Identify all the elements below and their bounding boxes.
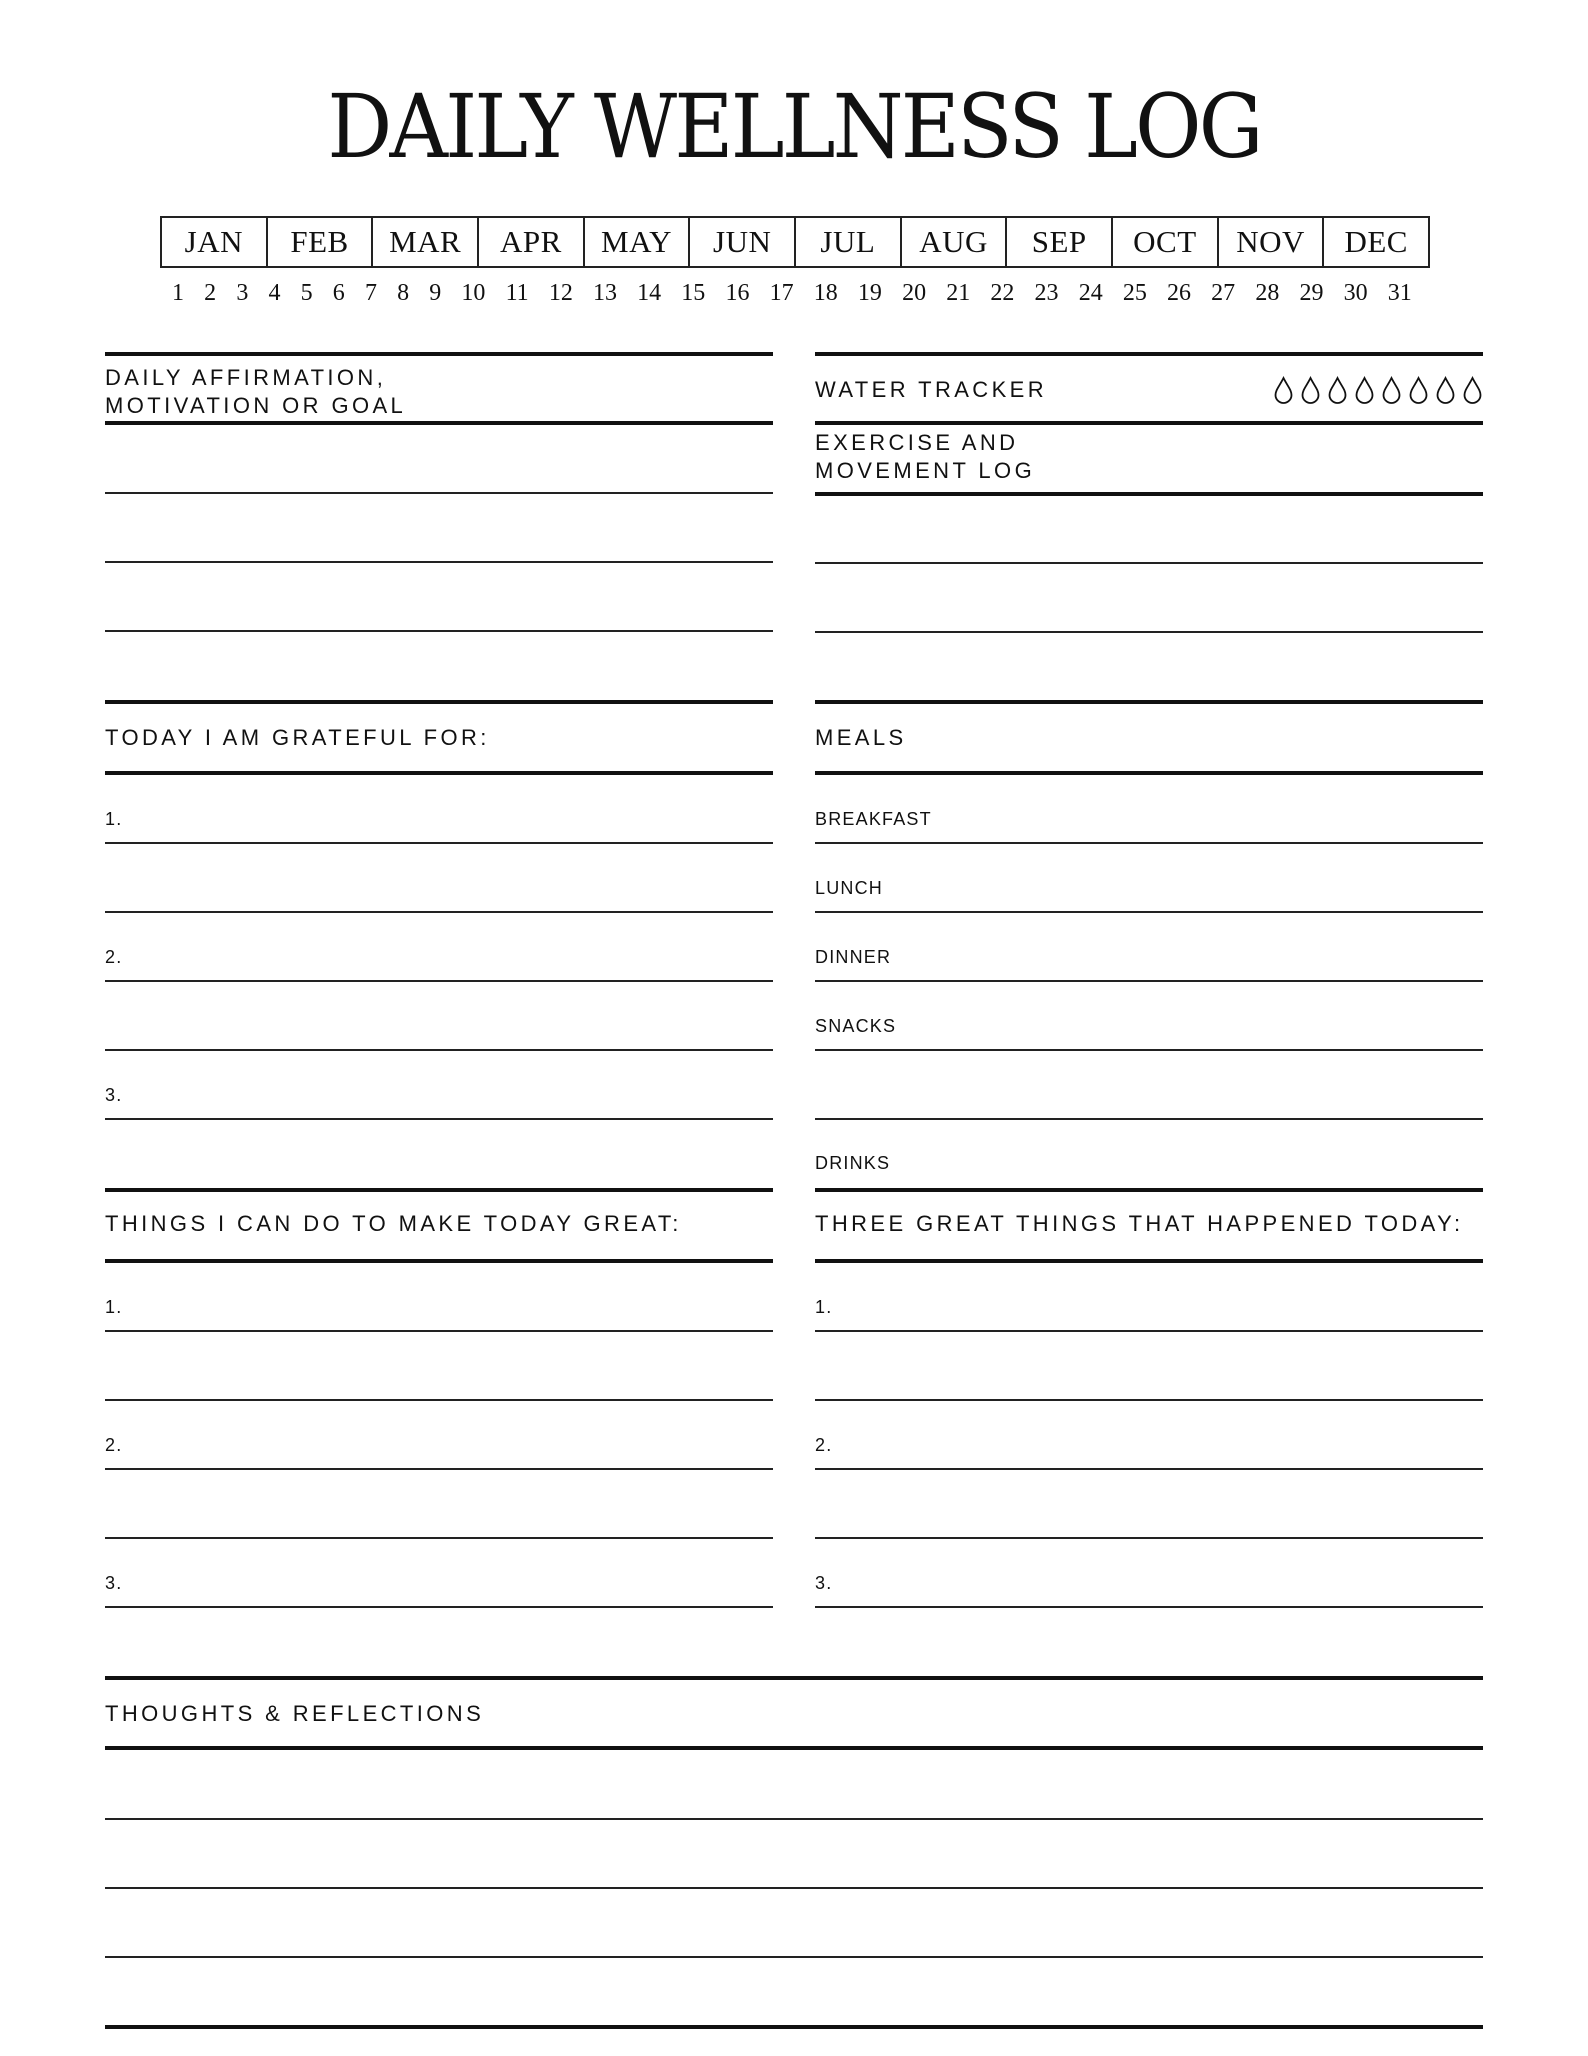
day-3[interactable]: 3 [236,280,249,306]
drinks-row[interactable] [815,1120,1483,1192]
month-apr[interactable]: APR [479,218,585,266]
things-to-do-number-3: 3. [105,1573,123,1593]
dinner-label: DINNER [815,947,892,967]
grateful-item-2[interactable] [105,913,773,982]
dinner-row[interactable] [815,913,1483,982]
day-6[interactable]: 6 [332,280,345,306]
water-drop-icon[interactable] [1354,376,1375,404]
thoughts-line[interactable] [105,1750,1483,1820]
grateful-item-3[interactable] [105,1051,773,1120]
grateful-header [105,704,773,775]
drinks-label: DRINKS [815,1153,891,1173]
breakfast-row[interactable] [815,775,1483,844]
day-selector [172,280,1412,307]
day-14[interactable]: 14 [637,280,662,306]
affirmation-line[interactable] [105,494,773,563]
thoughts-line[interactable] [105,1889,1483,1958]
meals-label: MEALS [815,725,907,750]
exercise-label-line1: EXERCISE AND [815,430,1019,455]
water-drop-icon[interactable] [1408,376,1429,404]
water-drop-icon[interactable] [1462,376,1483,404]
day-21[interactable]: 21 [946,280,971,306]
things-to-do-line[interactable] [105,1332,773,1401]
great-things-line[interactable] [815,1332,1483,1401]
day-29[interactable]: 29 [1299,280,1324,306]
month-jul[interactable]: JUL [796,218,902,266]
things-to-do-number-2: 2. [105,1435,123,1455]
water-drop-icon[interactable] [1381,376,1402,404]
grateful-item-1[interactable] [105,775,773,844]
day-18[interactable]: 18 [813,280,838,306]
grateful-line[interactable] [105,844,773,913]
things-to-do-number-1: 1. [105,1297,123,1317]
affirmation-line[interactable] [105,563,773,632]
grateful-line[interactable] [105,982,773,1051]
great-things-line[interactable] [815,1470,1483,1539]
month-nov[interactable]: NOV [1219,218,1325,266]
day-16[interactable]: 16 [725,280,750,306]
exercise-label-line2: MOVEMENT LOG [815,458,1036,483]
month-dec[interactable]: DEC [1344,224,1408,259]
day-20[interactable]: 20 [902,280,927,306]
affirmation-label-line2: MOTIVATION OR GOAL [105,393,407,418]
affirmation-header [105,352,773,425]
day-23[interactable]: 23 [1034,280,1059,306]
water-drop-icon[interactable] [1435,376,1456,404]
grateful-label: TODAY I AM GRATEFUL FOR: [105,725,490,750]
day-27[interactable]: 27 [1211,280,1236,306]
things-to-do-line[interactable] [105,1470,773,1539]
exercise-line[interactable] [815,564,1483,633]
thoughts-line[interactable] [105,1820,1483,1889]
month-sep[interactable]: SEP [1007,218,1113,266]
grateful-number-2: 2. [105,947,123,967]
affirmation-line[interactable] [105,425,773,494]
day-24[interactable]: 24 [1078,280,1103,306]
great-things-item-1[interactable] [815,1263,1483,1332]
day-2[interactable]: 2 [204,280,217,306]
day-1[interactable]: 1 [172,280,184,306]
day-7[interactable]: 7 [364,280,377,306]
snacks-label: SNACKS [815,1016,897,1036]
day-12[interactable]: 12 [548,280,573,306]
day-4[interactable]: 4 [268,280,281,306]
great-things-number-2: 2. [815,1435,833,1455]
things-to-do-header [105,1192,773,1263]
thoughts-header [105,1676,1483,1750]
meals-header [815,704,1483,775]
day-17[interactable]: 17 [769,280,794,306]
water-tracker-row [815,352,1483,425]
great-things-header [815,1192,1483,1263]
great-things-item-2[interactable] [815,1401,1483,1470]
day-30[interactable]: 30 [1343,280,1368,306]
thoughts-line[interactable] [105,1958,1483,2029]
affirmation-line[interactable] [105,632,773,704]
water-drop-icon[interactable] [1273,376,1294,404]
month-aug[interactable]: AUG [902,218,1008,266]
month-selector [160,216,1430,268]
month-jun[interactable]: JUN [690,218,796,266]
month-jan[interactable]: JAN [162,218,268,266]
day-10[interactable]: 10 [461,280,486,306]
day-31[interactable]: 31 [1387,280,1412,306]
month-feb[interactable]: FEB [268,218,374,266]
things-to-do-item-1[interactable] [105,1263,773,1332]
breakfast-label: BREAKFAST [815,809,932,829]
day-8[interactable]: 8 [397,280,410,306]
grateful-line[interactable] [105,1120,773,1192]
month-may[interactable]: MAY [585,218,691,266]
day-25[interactable]: 25 [1122,280,1147,306]
month-mar[interactable]: MAR [373,218,479,266]
water-drops [1273,376,1483,404]
day-19[interactable]: 19 [857,280,882,306]
great-things-number-3: 3. [815,1573,833,1593]
snacks-line[interactable] [815,1051,1483,1120]
exercise-header [815,425,1483,496]
affirmation-label-line1: DAILY AFFIRMATION, [105,365,387,390]
day-9[interactable]: 9 [429,280,442,306]
day-22[interactable]: 22 [990,280,1015,306]
day-15[interactable]: 15 [681,280,706,306]
day-26[interactable]: 26 [1167,280,1192,306]
month-oct[interactable]: OCT [1113,218,1219,266]
exercise-line[interactable] [815,633,1483,704]
water-drop-icon[interactable] [1300,376,1321,404]
exercise-line[interactable] [815,496,1483,564]
water-drop-icon[interactable] [1327,376,1348,404]
thoughts-label: THOUGHTS & REFLECTIONS [105,1701,485,1726]
day-13[interactable]: 13 [592,280,617,306]
day-5[interactable]: 5 [300,280,313,306]
things-to-do-item-3[interactable] [105,1539,773,1608]
grateful-number-3: 3. [105,1085,123,1105]
day-11[interactable]: 11 [505,280,529,306]
great-things-number-1: 1. [815,1297,833,1317]
things-to-do-item-2[interactable] [105,1401,773,1470]
lunch-label: LUNCH [815,878,884,898]
things-to-do-label: THINGS I CAN DO TO MAKE TODAY GREAT: [105,1211,682,1236]
snacks-row[interactable] [815,982,1483,1051]
great-things-item-3[interactable] [815,1539,1483,1608]
great-things-label: THREE GREAT THINGS THAT HAPPENED TODAY: [815,1211,1464,1236]
grateful-number-1: 1. [105,809,123,829]
day-28[interactable]: 28 [1255,280,1280,306]
lunch-row[interactable] [815,844,1483,913]
water-tracker-label: WATER TRACKER [815,377,1048,402]
page-title: DAILY WELLNESS LOG [327,75,1261,178]
